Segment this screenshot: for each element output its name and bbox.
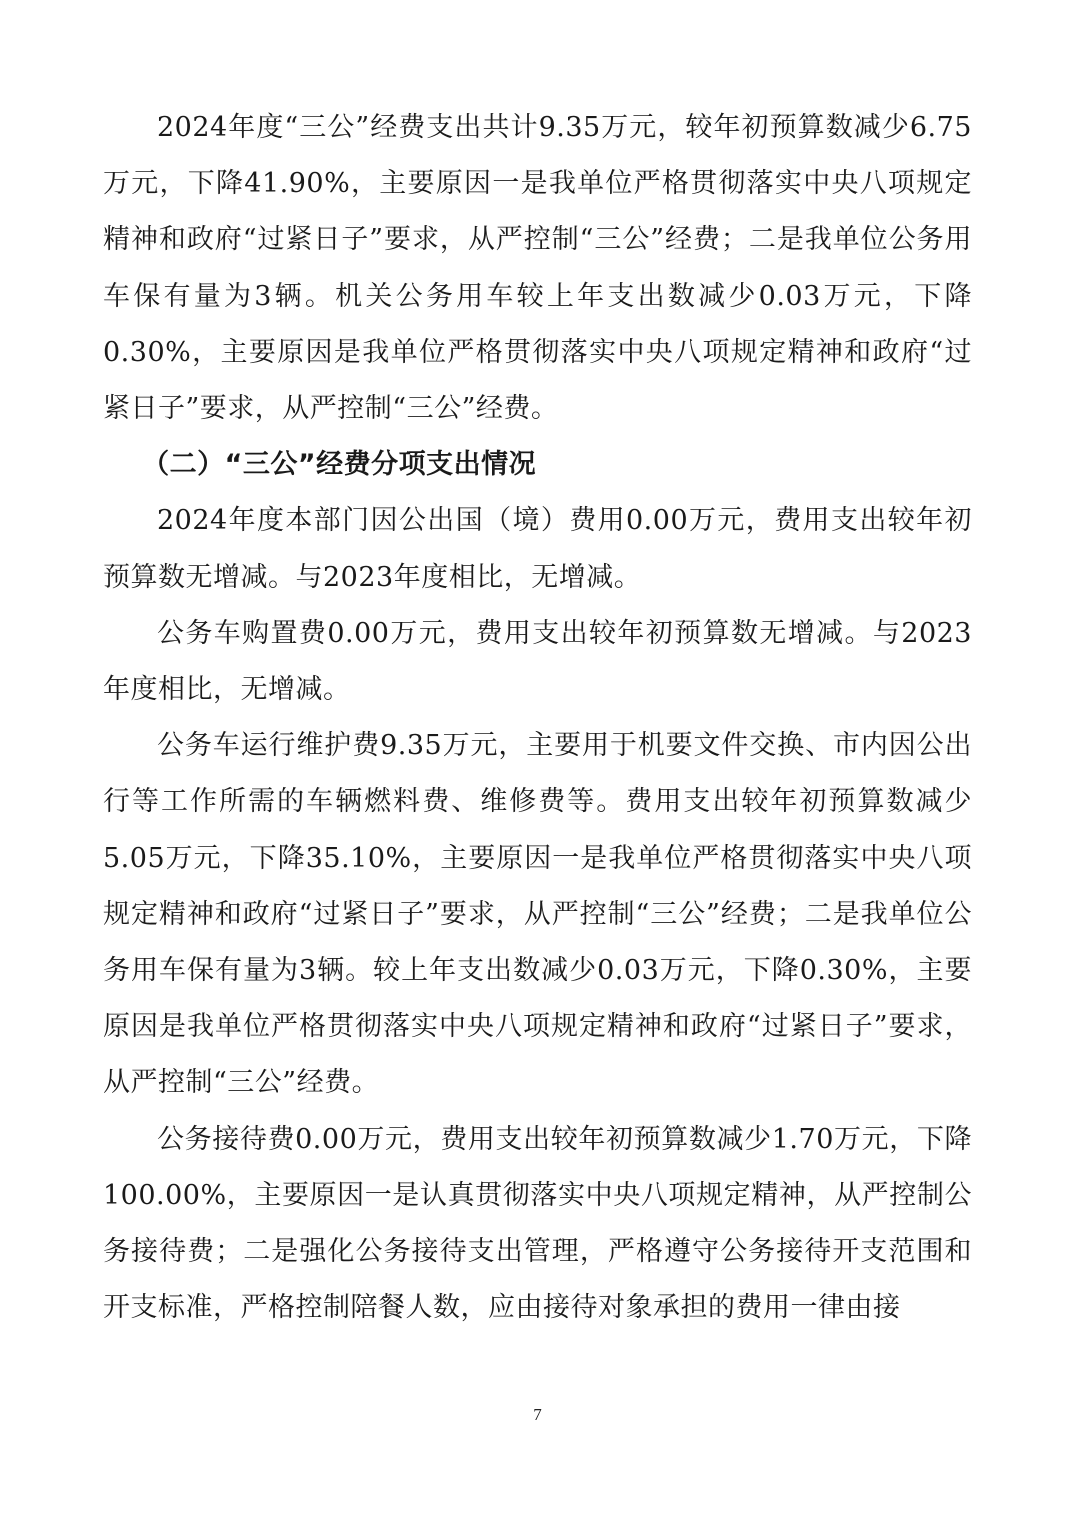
paragraph-vehicle-operation: 公务车运行维护费9.35万元，主要用于机要文件交换、市内因公出行等工作所需的车辆燃料费、维修费等。费用支出较年初预算数减少5.05万元，下降35.10%，主要原因一是我单位严格贯彻落实中央八项规定精神和政府“过紧日子”要求，从严控制“三公”经费；二是我单位公务用车保有量为3辆。较上年支出数减少0.03万元，下降0.30%，主要原因是我单位严格贯彻落实中央八项规定精神和政府“过紧日子”要求，从严控制“三公”经费。 — [103, 730, 972, 1099]
page-number: 7 — [533, 1405, 542, 1424]
paragraph-reception: 公务接待费0.00万元，费用支出较年初预算数减少1.70万元，下降100.00%，主要原因一是认真贯彻落实中央八项规定精神，从严控制公务接待费；二是强化公务接待支出管理，严格遵守公务接待开支范围和开支标准，严格控制陪餐人数，应由接待对象承担的费用一律由接 — [103, 1123, 972, 1324]
document-body — [103, 100, 972, 1336]
paragraph-overseas-travel: 2024年度本部门因公出国（境）费用0.00万元，费用支出较年初预算数无增减。与2023年度相比，无增减。 — [103, 505, 972, 593]
section-heading: （二）“三公”经费分项支出情况 — [142, 449, 537, 481]
paragraph-summary: 2024年度“三公”经费支出共计9.35万元，较年初预算数减少6.75万元，下降41.90%，主要原因一是我单位严格贯彻落实中央八项规定精神和政府“过紧日子”要求，从严控制“三公”经费；二是我单位公务用车保有量为3辆。机关公务用车较上年支出数减少0.03万元，下降0.30%，主要原因是我单位严格贯彻落实中央八项规定精神和政府“过紧日子”要求，从严控制“三公”经费。 — [103, 112, 972, 425]
paragraph-vehicle-purchase: 公务车购置费0.00万元，费用支出较年初预算数无增减。与2023年度相比，无增减。 — [103, 617, 972, 706]
